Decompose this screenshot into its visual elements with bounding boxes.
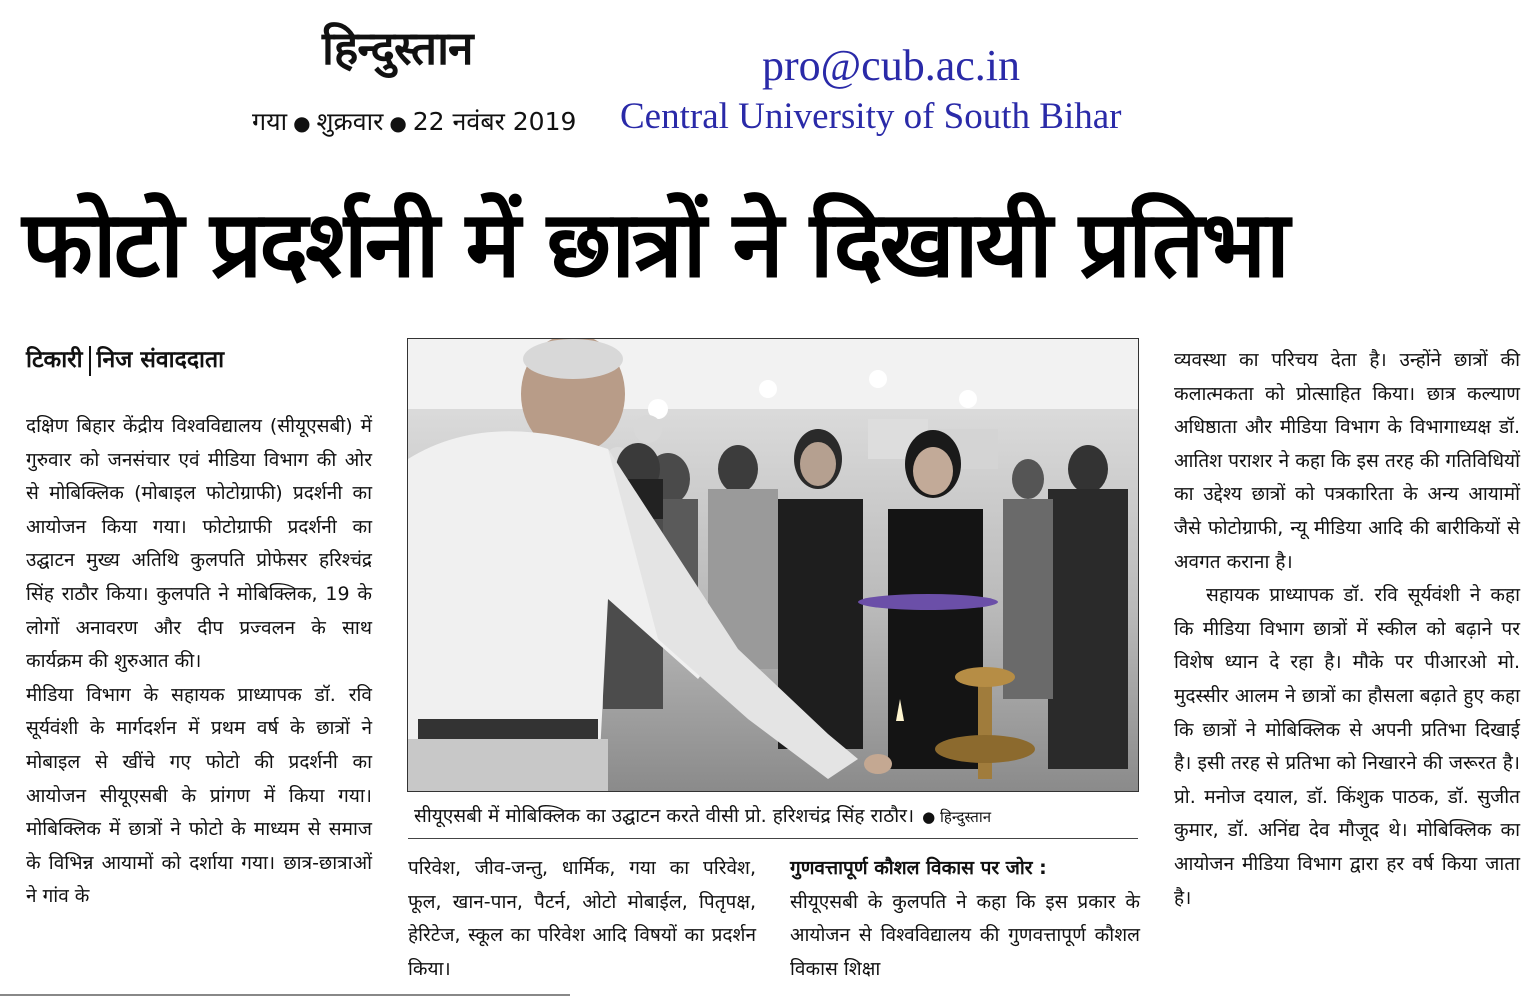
paragraph: व्यवस्था का परिचय देता है। उन्होंने छात्रों की कलात्मकता को प्रोत्साहित किया। छात्र कल्याण अधिष्ठाता और मीडिया विभाग के विभागाध्यक्ष डॉ. आतिश पराशर ने कहा कि इस तरह की गतिविधियों का उद्देश्य छात्रों को पत्रकारिता के अन्य आयामों जैसे फोटोग्राफी, न्यू मीडिया आदि की बारीकियों से अवगत कराना है।	[1174, 349, 1520, 573]
paragraph: परिवेश, जीव-जन्तु, धार्मिक, गया का परिवेश, फूल, खान-पान, पैटर्न, ओटो मोबाईल, पितृपक्ष, हेरिटेज, स्कूल का परिवेश आदि विषयों का प्रदर्शन किया।	[408, 857, 756, 980]
byline-separator	[89, 346, 91, 376]
caption-text: सीयूएसबी में मोबिक्लिक का उद्घाटन करते वीसी प्रो. हरिशचंद्र सिंह राठौर।	[414, 805, 915, 827]
contact-email: pro@cub.ac.in	[762, 41, 1020, 90]
university-name: Central University of South Bihar	[620, 96, 1122, 137]
dateline	[252, 104, 592, 141]
dateline-date: 22 नवंबर 2019	[412, 107, 577, 136]
masthead-title: हिन्दुस्तान	[322, 21, 473, 75]
article-column-4	[1174, 344, 1520, 915]
news-photo	[407, 338, 1139, 792]
paragraph: दक्षिण बिहार केंद्रीय विश्वविद्यालय (सीयूएसबी) में गुरुवार को जनसंचार एवं मीडिया विभाग की ओर से मोबिक्लिक (मोबाइल फोटोग्राफी) प्रदर्शनी का आयोजन किया गया। फोटोग्राफी प्रदर्शनी का उद्घाटन मुख्य अतिथि कुलपति प्रोफेसर हरिश्चंद्र सिंह राठौर किया। कुलपति ने मोबिक्लिक, 19 के लोगों अनावरण और दीप प्रज्वलन के साथ कार्यक्रम की शुरुआत की।	[26, 415, 372, 673]
caption-divider	[408, 838, 1138, 839]
photo-credit: ● हिन्दुस्तान	[922, 808, 992, 826]
article-column-2	[408, 852, 756, 986]
bullet-icon: ●	[293, 111, 311, 135]
paragraph: मीडिया विभाग के सहायक प्राध्यापक डॉ. रवि सूर्यवंशी के मार्गदर्शन में प्रथम वर्ष के छात्रों ने मोबाइल से खींचे गए फोटो की प्रदर्शनी का आयोजन सीयूएसबी के प्रांगण में किया गया। मोबिक्लिक में छात्रों ने फोटो के माध्यम से समाज के विभिन्न आयामों को दर्शाया गया। छात्र-छात्राओं ने गांव के	[26, 683, 372, 908]
article-column-1	[26, 410, 372, 914]
dateline-day: शुक्रवार	[316, 107, 384, 136]
byline-place: टिकारी	[26, 347, 83, 373]
headline: फोटो प्रदर्शनी में छात्रों ने दिखायी प्रतिभा	[22, 191, 1287, 298]
article-column-3	[790, 852, 1140, 986]
byline-reporter: निज संवाददाता	[96, 347, 225, 373]
photo-illustration	[408, 339, 1139, 792]
bottom-rule	[0, 994, 570, 996]
photo-caption	[414, 802, 1134, 831]
byline	[26, 340, 386, 380]
subheading: गुणवत्तापूर्ण कौशल विकास पर जोर :	[790, 857, 1047, 879]
credit-text: हिन्दुस्तान	[940, 808, 992, 826]
paragraph: सीयूएसबी के कुलपति ने कहा कि इस प्रकार के आयोजन से विश्वविद्यालय की गुणवत्तापूर्ण कौशल विकास शिक्षा	[790, 890, 1140, 980]
bullet-icon: ●	[389, 111, 407, 135]
paragraph: सहायक प्राध्यापक डॉ. रवि सूर्यवंशी ने कहा कि मीडिया विभाग छात्रों में स्कील को बढ़ाने पर विशेष ध्यान दे रहा है। मौके पर पीआरओ मो. मुदस्सीर आलम ने छात्रों का हौसला बढ़ाते हुए कहा कि छात्रों ने मोबिक्लिक से अपनी प्रतिभा दिखाई है। इसी तरह से प्रतिभा को निखारने की जरूरत है। प्रो. मनोज दयाल, डॉ. किंशुक पाठक, डॉ. सुजीत कुमार, डॉ. अनिंद्य देव मौजूद थे। मोबिक्लिक का आयोजन मीडिया विभाग द्वारा हर वर्ष किया जाता है।	[1174, 584, 1520, 909]
dateline-city: गया	[252, 107, 288, 136]
